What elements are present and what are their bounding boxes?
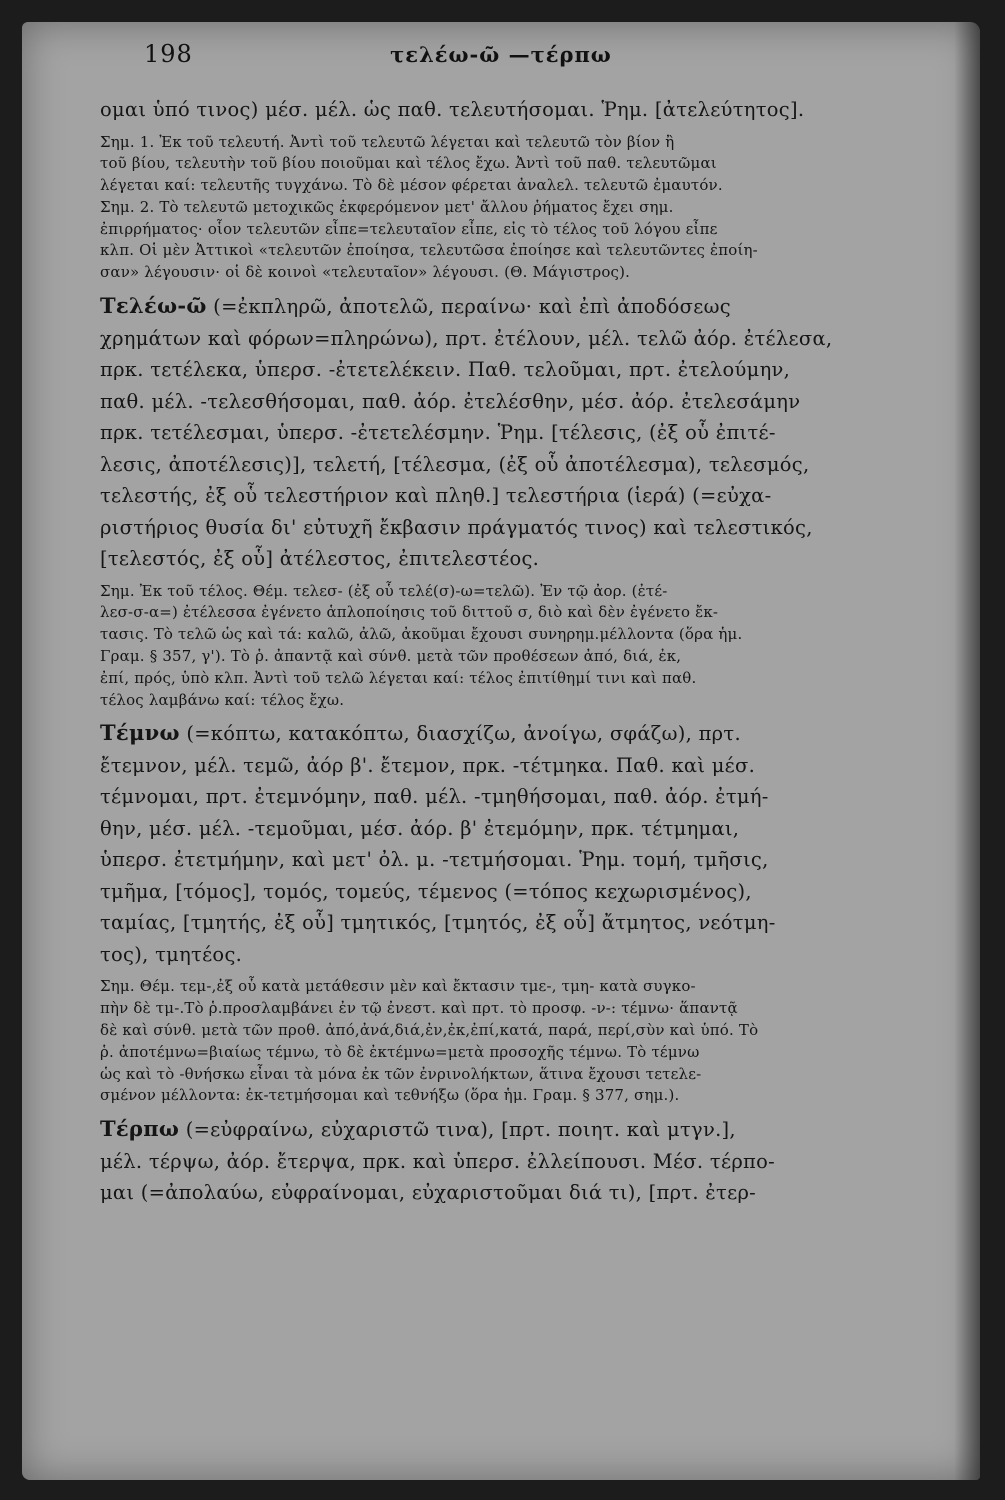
line-text: πρκ. τετέλεσμαι, ὑπερσ. -ἐτετελέσμην. Ῥημ. [τέλεσις, (ἐξ οὗ ἐπιτέ- <box>100 421 776 445</box>
line-text: πὴν δὲ τμ-.Τὸ ῥ.προσλαμβάνει ἐν τῷ ἐνεστ. καὶ πρτ. τὸ προσφ. -ν-: τέμνω· ἅπαντᾷ <box>100 999 738 1018</box>
note-line <box>100 624 960 646</box>
text-line <box>100 480 960 512</box>
note-line <box>100 976 960 998</box>
line-text: τέμνομαι, πρτ. ἐτεμνόμην, παθ. μέλ. -τμηθήσομαι, παθ. ἀόρ. ἐτμή- <box>100 785 769 809</box>
note-line <box>100 998 960 1020</box>
text-line <box>100 750 960 782</box>
line-text: λέγεται καί: τελευτῆς τυγχάνω. Τὸ δὲ μέσον φέρεται ἀναλελ. τελευτῶ ἐμαυτόν. <box>100 176 723 195</box>
line-text: Σημ. 2. Τὸ τελευτῶ μετοχικῶς ἐκφερόμενον μετ' ἄλλου ῥήματος ἔχει σημ. <box>100 197 674 216</box>
note-line <box>100 240 960 262</box>
note-line <box>100 602 960 624</box>
text-line <box>100 813 960 845</box>
note-line <box>100 219 960 241</box>
text-line <box>100 1146 960 1178</box>
line-text: τμῆμα, [τόμος], τομός, τομεύς, τέμενος (=τόπος κεχωρισμένος), <box>100 879 752 903</box>
note-line <box>100 668 960 690</box>
line-text: σμένον μέλλοντα: ἐκ-τετμήσομαι καὶ τεθνήξω (ὅρα ἡμ. Γραμ. § 377, σημ.). <box>100 1086 680 1105</box>
line-text: ταμίας, [τμητής, ἐξ οὗ] τμητικός, [τμητός, ἐξ οὗ] ἄτμητος, νεότμη- <box>100 911 776 935</box>
note-line <box>100 1020 960 1042</box>
line-text: πρκ. τετέλεκα, ὑπερσ. -ἐτετελέκειν. Παθ. τελοῦμαι, πρτ. ἐτελούμην, <box>100 358 791 382</box>
text-line <box>100 354 960 386</box>
text-line <box>100 939 960 971</box>
entry-head-line <box>100 1113 960 1146</box>
text-line <box>100 876 960 908</box>
text-line <box>100 512 960 544</box>
line-text: Γραμ. § 357, γ'). Τὸ ῥ. ἀπαντᾷ καὶ σύνθ. μετὰ τῶν προθέσεων ἀπό, διά, ἐκ, <box>100 646 682 665</box>
line-text: ἐπί, πρός, ὑπὸ κλπ. Ἀντὶ τοῦ τελῶ λέγεται καί: τέλος ἐπιτίθημί τινι καὶ παθ. <box>100 668 697 687</box>
running-head: τελέω-ῶ —τέρπω <box>390 42 612 67</box>
text-line <box>100 94 960 126</box>
line-text: Σημ. Θέμ. τεμ-,ἐξ οὗ κατὰ μετάθεσιν μὲν καὶ ἔκτασιν τμε-, τμη- κατὰ συγκο- <box>100 977 696 996</box>
entry-headword: Τέμνω <box>100 720 180 746</box>
text-line <box>100 844 960 876</box>
line-text: Σημ. 1. Ἐκ τοῦ τελευτή. Ἀντὶ τοῦ τελευτῶ λέγεται καὶ τελευτῶ τὸν βίον ἢ <box>100 132 675 151</box>
note-line <box>100 646 960 668</box>
note-line <box>100 175 960 197</box>
line-text: μέλ. τέρψω, ἀόρ. ἔτερψα, πρκ. καὶ ὑπερσ. ἐλλείπουσι. Μέσ. τέρπο- <box>100 1149 775 1173</box>
entry-headword: Τελέω-ῶ <box>100 293 207 319</box>
line-text: θην, μέσ. μέλ. -τεμοῦμαι, μέσ. ἀόρ. β' ἐτεμόμην, πρκ. τέτμημαι, <box>100 816 740 840</box>
note-line <box>100 690 960 712</box>
line-text: ἔτεμνον, μέλ. τεμῶ, ἀόρ β'. ἔτεμον, πρκ. -τέτμηκα. Παθ. καὶ μέσ. <box>100 753 756 777</box>
note-line <box>100 132 960 154</box>
line-text: παθ. μέλ. -τελεσθήσομαι, παθ. ἀόρ. ἐτελέσθην, μέσ. ἀόρ. ἐτελεσάμην <box>100 389 801 413</box>
note-line <box>100 262 960 284</box>
note-line <box>100 153 960 175</box>
dictionary-text <box>100 94 960 1209</box>
line-text: τος), τμητέος. <box>100 942 243 966</box>
line-text: Σημ. Ἐκ τοῦ τέλος. Θέμ. τελεσ- (ἐξ οὗ τελέ(σ)-ω=τελῶ). Ἐν τῷ ἀορ. (ἐτέ- <box>100 581 668 600</box>
line-text: ὑπερσ. ἐτετμήμην, καὶ μετ' ὀλ. μ. -τετμήσομαι. Ῥημ. τομή, τμῆσις, <box>100 848 769 872</box>
note-line <box>100 1085 960 1107</box>
book-page <box>22 22 980 1480</box>
line-text: τέλος λαμβάνω καί: τέλος ἔχω. <box>100 690 345 709</box>
note-line <box>100 1064 960 1086</box>
line-text: ομαι ὑπό τινος) μέσ. μέλ. ὡς παθ. τελευτήσομαι. Ῥημ. [ἀτελεύτητος]. <box>100 98 805 121</box>
line-text: ῥ. ἀποτέμνω=βιαίως τέμνω, τὸ δὲ ἐκτέμνω=μετὰ προσοχῆς τέμνω. Τὸ τέμνω <box>100 1042 700 1061</box>
text-line <box>100 323 960 355</box>
text-line <box>100 543 960 575</box>
line-text: κλπ. Οἱ μὲν Ἀττικοὶ «τελευτῶν ἐποίησα, τελευτῶσα ἐποίησε καὶ τελευτῶντες ἐποίη- <box>100 241 758 260</box>
text-line <box>100 1177 960 1209</box>
line-text: λεσις, ἀποτέλεσις)], τελετή, [τέλεσμα, (ἐξ οὗ ἀποτέλεσμα), τελεσμός, <box>100 452 810 476</box>
text-line <box>100 386 960 418</box>
text-line <box>100 417 960 449</box>
line-text: τοῦ βίου, τελευτὴν τοῦ βίου ποιοῦμαι καὶ τέλος ἔχω. Ἀντὶ τοῦ παθ. τελευτῶμαι <box>100 154 717 173</box>
line-text: δὲ καὶ σύνθ. μετὰ τῶν προθ. ἀπό,ἀνά,διά,ἐν,ἐκ,ἐπί,κατά, παρά, περί,σὺν καὶ ὑπό. Τὸ <box>100 1020 759 1039</box>
line-text: ριστήριος θυσία δι' εὐτυχῆ ἔκβασιν πράγματός τινος) καὶ τελεστικός, <box>100 515 813 539</box>
line-text: χρημάτων καὶ φόρων=πληρώνω), πρτ. ἐτέλουν, μέλ. τελῶ ἀόρ. ἐτέλεσα, <box>100 326 833 350</box>
text-line <box>100 449 960 481</box>
entry-headword: Τέρπω <box>100 1116 180 1142</box>
line-text: τελεστής, ἐξ οὗ τελεστήριον καὶ πληθ.] τελεστήρια (ἱερά) (=εὐχα- <box>100 484 772 508</box>
line-text: μαι (=ἀπολαύω, εὐφραίνομαι, εὐχαριστοῦμαι διά τι), [πρτ. ἐτερ- <box>100 1181 757 1205</box>
line-text: (=ἐκπληρῶ, ἀποτελῶ, περαίνω· καὶ ἐπὶ ἀποδόσεως <box>206 295 731 319</box>
entry-head-line <box>100 717 960 750</box>
text-line <box>100 781 960 813</box>
text-line <box>100 907 960 939</box>
line-text: ὡς καὶ τὸ -θνήσκω εἶναι τὰ μόνα ἐκ τῶν ἐνρινολήκτων, ἅτινα ἔχουσι τετελε- <box>100 1064 702 1083</box>
note-line <box>100 581 960 603</box>
line-text: λεσ-σ-α=) ἐτέλεσσα ἐγένετο ἁπλοποίησις τοῦ διττοῦ σ, διὸ καὶ δὲν ἐγένετο ἔκ- <box>100 603 719 622</box>
line-text: (=κόπτω, κατακόπτω, διασχίζω, ἀνοίγω, σφάζω), πρτ. <box>179 722 741 746</box>
line-text: τασις. Τὸ τελῶ ὡς καὶ τά: καλῶ, ἀλῶ, ἀκοῦμαι ἔχουσι συνηρημ.μέλλοντα (ὅρα ἡμ. <box>100 625 743 644</box>
line-text: (=εὐφραίνω, εὐχαριστῶ τινα), [πρτ. ποιητ. καὶ μτγν.], <box>179 1118 736 1142</box>
note-line <box>100 1042 960 1064</box>
note-line <box>100 197 960 219</box>
page-header <box>22 40 980 80</box>
entry-head-line <box>100 290 960 323</box>
line-text: ἐπιρρήματος· οἷον τελευτῶν εἶπε=τελευταῖον εἶπε, εἰς τὸ τέλος τοῦ λόγου εἶπε <box>100 219 718 238</box>
line-text: [τελεστός, ἐξ οὗ] ἀτέλεστος, ἐπιτελεστέος. <box>100 547 540 571</box>
page-number: 198 <box>144 40 193 68</box>
line-text: σαν» λέγουσιν· οἱ δὲ κοινοὶ «τελευταῖον» λέγουσι. (Θ. Μάγιστρος). <box>100 263 631 282</box>
